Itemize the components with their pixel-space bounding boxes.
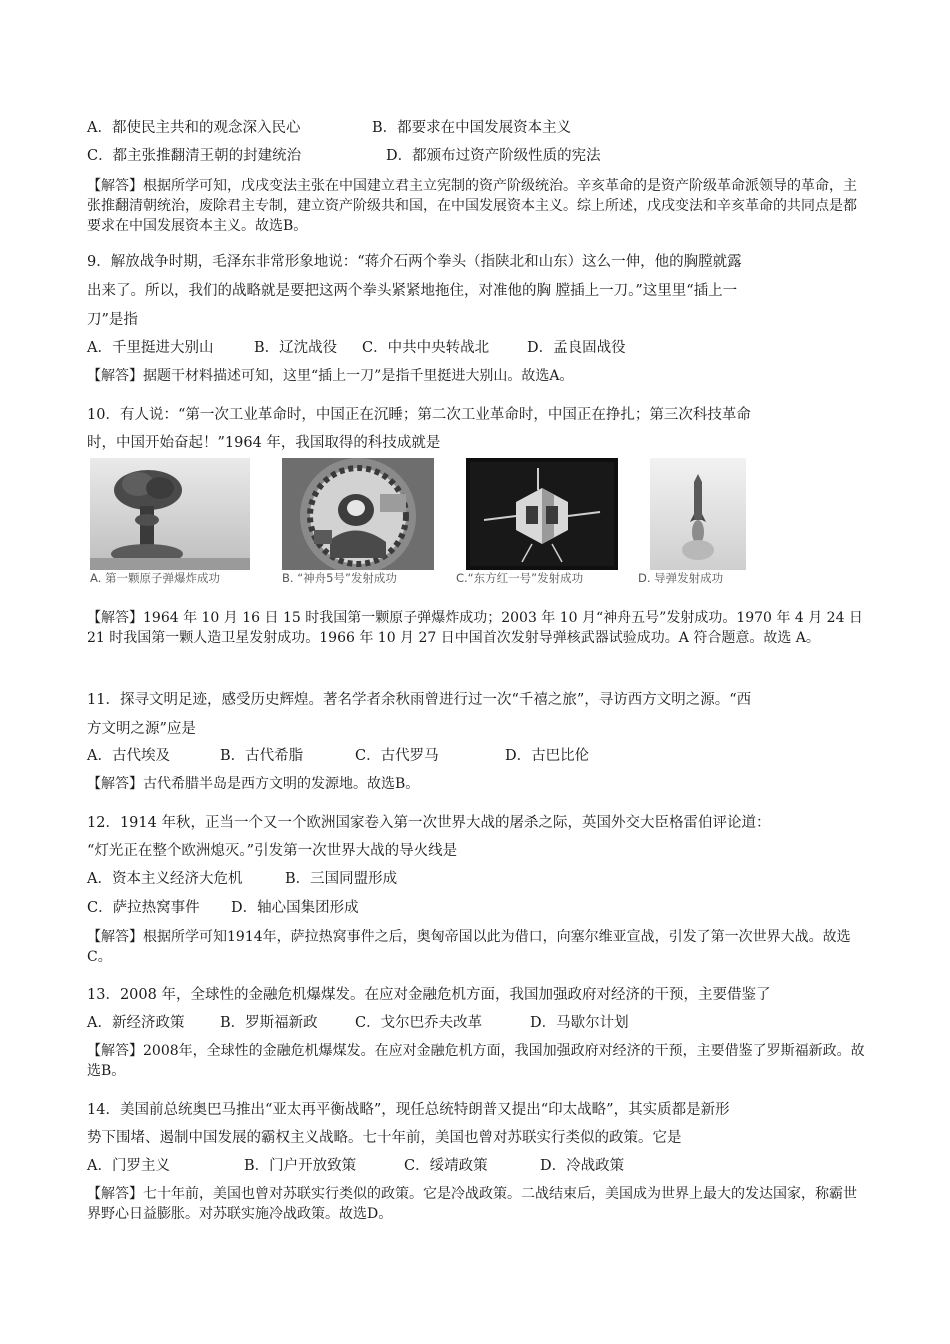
q9-stem-line2: 出来了。所以，我们的战略就是要把这两个拳头紧紧地拖住，对准他的胸 膛插上一刀。”这里里“插上一 [87, 283, 738, 299]
q9-option-a: A．千里挺进大别山 [87, 340, 214, 356]
q12-option-a: A．资本主义经济大危机 [87, 871, 243, 887]
shenzhou-image [282, 458, 434, 570]
q12-stem-line1: 12．1914 年秋，正当一个又一个欧洲国家卷入第一次世界大战的屠杀之际，英国外交大臣格雷伯评论道： [87, 815, 771, 831]
q10-answer: 【解答】1964 年 10 月 16 日 15 时我国第一颗原子弹爆炸成功；2003 年 10 月“神舟五号”发射成功。1970 年 4 月 24 日 21 时我国第一颗人造卫星发射成功。1966 年 10 月 27 日中国首次发射导弹核武器试验成功。A 符合题意。故选 A。 [87, 610, 863, 646]
q14-option-c: C．绥靖政策 [404, 1158, 488, 1174]
q12-option-b: B．三国同盟形成 [285, 871, 398, 887]
q11-answer: 【解答】古代希腊半岛是西方文明的发源地。故选B。 [87, 776, 420, 792]
q14-option-d: D．冷战政策 [540, 1158, 625, 1174]
caption-c: C.“东方红一号”发射成功 [456, 571, 584, 585]
q9-answer: 【解答】据题干材料描述可知，这里“插上一刀”是指千里挺进大别山。故选A。 [87, 368, 574, 384]
q11-option-c: C．古代罗马 [355, 748, 439, 764]
q13-option-d: D．马歇尔计划 [530, 1015, 629, 1031]
q13-stem-line1: 13．2008 年，全球性的金融危机爆煤发。在应对金融危机方面，我国加强政府对经济的干预，主要借鉴了 [87, 987, 771, 1003]
missile-launch-image [650, 458, 746, 570]
q12-answer: 【解答】根据所学可知1914年，萨拉热窝事件之后，奥匈帝国以此为借口，向塞尔维亚宣战，引发了第一次世界大战。故选C。 [87, 929, 851, 965]
q8-option-c: C．都主张推翻清王朝的封建统治 [87, 148, 302, 164]
q9-option-c: C．中共中央转战北 [362, 340, 490, 356]
q11-option-b: B．古代希脂 [220, 748, 304, 764]
q13-option-c: C．戈尔巴乔夫改革 [355, 1015, 483, 1031]
q13-option-a: A．新经济政策 [87, 1015, 185, 1031]
q8-option-a: A．都使民主共和的观念深入民心 [87, 120, 301, 136]
q12-option-c: C．萨拉热窝事件 [87, 900, 200, 916]
q14-option-b: B．门户开放致策 [244, 1158, 357, 1174]
q11-option-a: A．古代埃及 [87, 748, 170, 764]
q14-stem-line1: 14．美国前总统奥巴马推出“亚太再平衡战略”，现任总统特朗普又提出“印太战略”，其实质都是新形 [87, 1102, 730, 1118]
q14-stem-line2: 势下围堵、遏制中国发展的霸权主义战略。七十年前，美国也曾对苏联实行类似的政策。它是 [87, 1130, 682, 1146]
caption-a: A. 第一颗原子弹爆炸成功 [90, 571, 220, 585]
q14-option-a: A．门罗主义 [87, 1158, 170, 1174]
q11-option-d: D．古巴比伦 [505, 748, 590, 764]
q12-stem-line2: “灯光正在整个欧洲熄灭。”引发第一次世界大战的导火线是 [87, 843, 458, 859]
q13-answer: 【解答】2008年，全球性的金融危机爆煤发。在应对金融危机方面，我国加强政府对经济的干预，主要借鉴了罗斯福新政。故选B。 [87, 1043, 865, 1079]
q12-option-d: D．轴心国集团形成 [231, 900, 359, 916]
dongfanghong-satellite-image [466, 458, 618, 570]
caption-b: B. “神舟5号”发射成功 [282, 571, 397, 585]
q9-stem-line3: 刀”是指 [87, 312, 138, 328]
q14-answer: 【解答】七十年前，美国也曾对苏联实行类似的政策。它是冷战政策。二战结束后，美国成为世界上最大的发达国家，称霸世界野心日益膨胀。对苏联实施冷战政策。故选D。 [87, 1186, 857, 1222]
caption-d: D. 导弹发射成功 [638, 571, 724, 585]
q9-stem-line1: 9．解放战争时期，毛泽东非常形象地说：“蒋介石两个拳头（指陕北和山东）这么一伸，他的胸膛就露 [87, 254, 742, 270]
q8-option-d: D．都颁布过资产阶级性质的宪法 [386, 148, 601, 164]
atomic-bomb-image [90, 458, 250, 570]
q8-option-b: B．都要求在中国发展资本主义 [372, 120, 572, 136]
q10-stem-line1: 10．有人说：“第一次工业革命时，中国正在沉睡；第二次工业革命时，中国正在挣扎；第三次科技革命 [87, 407, 751, 423]
q10-stem-line2: 时，中国开始奋起！”1964 年，我国取得的科技成就是 [87, 435, 441, 451]
q8-answer: 【解答】根据所学可知，戊戌变法主张在中国建立君主立宪制的资产阶级统治。辛亥革命的是资产阶级革命派领导的革命，主张推翻清朝统治，废除君主专制，建立资产阶级共和国，在中国发展资本主义。综上所述，戊戌变法和辛亥革命的共同点是都要求在中国发展资本主义。故选B。 [87, 178, 857, 234]
q13-option-b: B．罗斯福新政 [220, 1015, 318, 1031]
q11-stem-line2: 方文明之源”应是 [87, 721, 196, 737]
q11-stem-line1: 11．探寻文明足迹，感受历史辉煌。著名学者余秋雨曾进行过一次“千禧之旅”，寻访西方文明之源。“西 [87, 692, 752, 708]
q9-option-b: B．辽沈战役 [254, 340, 338, 356]
q9-option-d: D．孟良固战役 [527, 340, 626, 356]
